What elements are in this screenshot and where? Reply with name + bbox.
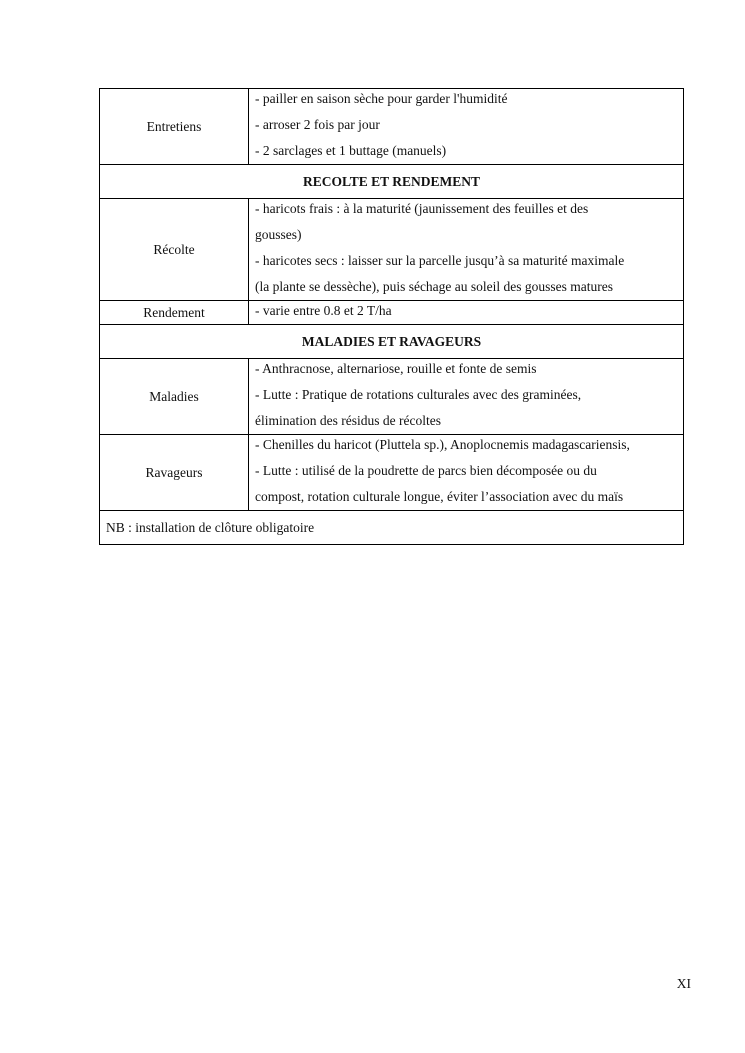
content-line: gousses) xyxy=(255,227,302,242)
page-number: XI xyxy=(676,976,691,991)
section-header-row xyxy=(100,165,684,199)
content-line: compost, rotation culturale longue, éviter l’association avec du maïs xyxy=(255,489,624,504)
row-label-recolte: Récolte xyxy=(100,199,249,301)
section-header-row xyxy=(100,325,684,359)
content-line: - varie entre 0.8 et 2 T/ha xyxy=(255,303,392,318)
row-label-ravageurs: Ravageurs xyxy=(100,435,249,511)
content-line: - pailler en saison sèche pour garder l'humidité xyxy=(255,91,508,106)
section-title-recolte-rendement: RECOLTE ET RENDEMENT xyxy=(100,165,684,199)
content-line: - haricots frais : à la maturité (jaunissement des feuilles et des xyxy=(255,201,589,216)
content-line: - Lutte : utilisé de la poudrette de parcs bien décomposée ou du xyxy=(255,463,597,478)
content-line: - Anthracnose, alternariose, rouille et fonte de semis xyxy=(255,361,537,376)
content-line: (la plante se dessèche), puis séchage au soleil des gousses matures xyxy=(255,279,614,294)
crop-table xyxy=(99,88,684,545)
row-label-rendement: Rendement xyxy=(100,301,249,325)
row-label-maladies: Maladies xyxy=(100,359,249,435)
row-content-ravageurs xyxy=(249,435,684,511)
table-row xyxy=(100,301,684,325)
row-content-entretiens xyxy=(249,89,684,165)
note-text: NB : installation de clôture obligatoire xyxy=(100,511,684,545)
content-line: - arroser 2 fois par jour xyxy=(255,117,380,132)
table-row xyxy=(100,199,684,301)
content-line: élimination des résidus de récoltes xyxy=(255,413,441,428)
content-line: - 2 sarclages et 1 buttage (manuels) xyxy=(255,143,447,158)
row-content-recolte xyxy=(249,199,684,301)
table-row xyxy=(100,359,684,435)
row-label-entretiens: Entretiens xyxy=(100,89,249,165)
note-row xyxy=(100,511,684,545)
table-row xyxy=(100,89,684,165)
row-content-maladies xyxy=(249,359,684,435)
section-title-maladies-ravageurs: MALADIES ET RAVAGEURS xyxy=(100,325,684,359)
content-line: - Lutte : Pratique de rotations culturales avec des graminées, xyxy=(255,387,582,402)
row-content-rendement xyxy=(249,301,684,325)
content-line: - Chenilles du haricot (Pluttela sp.), Anoplocnemis madagascariensis, xyxy=(255,437,630,452)
table-row xyxy=(100,435,684,511)
content-line: - haricotes secs : laisser sur la parcelle jusqu’à sa maturité maximale xyxy=(255,253,625,268)
